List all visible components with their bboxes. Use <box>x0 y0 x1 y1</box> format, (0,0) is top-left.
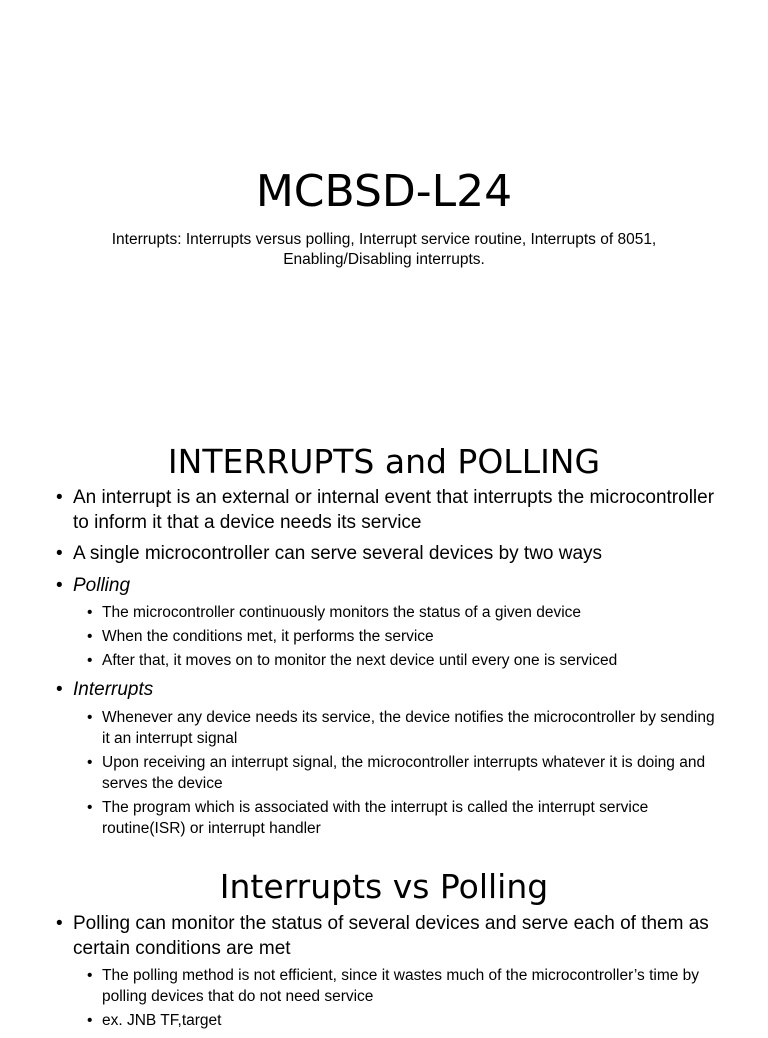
bullet-icon: • <box>87 652 93 669</box>
bullet-icon: • <box>56 913 63 934</box>
bullet-item-polling <box>56 574 716 672</box>
bullet-icon: • <box>56 487 63 508</box>
sub-bullet-item <box>73 650 716 671</box>
section-title-interrupts-polling: INTERRUPTS and POLLING <box>167 442 601 481</box>
bullet-item <box>56 912 716 1031</box>
sub-bullet-text: The microcontroller continuously monitors the status of a given device <box>102 604 582 621</box>
bullet-list-interrupts-polling <box>56 486 716 846</box>
bullet-item <box>56 486 716 535</box>
bullet-text: Polling <box>73 574 131 596</box>
sub-bullet-list <box>73 965 716 1031</box>
sub-bullet-text: The polling method is not efficient, since it wastes much of the microcontroller’s time by polling devices that do not need service <box>102 967 700 1005</box>
slide-subtitle: Interrupts: Interrupts versus polling, Interrupt service routine, Interrupts of 8051, Enabling/Disabling interrupts. <box>111 231 657 268</box>
bullet-item <box>56 542 716 567</box>
slide-title: MCBSD-L24 <box>255 166 513 217</box>
section-title-interrupts-vs-polling: Interrupts vs Polling <box>219 867 549 906</box>
sub-bullet-item <box>73 602 716 623</box>
sub-bullet-item <box>73 707 716 749</box>
bullet-icon: • <box>87 604 93 621</box>
bullet-icon: • <box>87 628 93 645</box>
bullet-text: An interrupt is an external or internal event that interrupts the microcontroller to inform it that a device needs its service <box>73 487 715 533</box>
bullet-icon: • <box>56 543 63 564</box>
bullet-text: Polling can monitor the status of several devices and serve each of them as certain conditions are met <box>73 913 709 959</box>
sub-bullet-text: The program which is associated with the interrupt is called the interrupt service routine(ISR) or interrupt handler <box>102 798 649 837</box>
sub-bullet-item <box>73 626 716 647</box>
sub-bullet-text: Whenever any device needs its service, the device notifies the microcontroller by sending it an interrupt signal <box>102 708 715 747</box>
title-slide <box>0 0 768 390</box>
sub-bullet-item <box>73 1010 716 1031</box>
bullet-icon: • <box>87 708 93 726</box>
bullet-text: A single microcontroller can serve several devices by two ways <box>73 543 603 564</box>
bullet-item-interrupts <box>56 678 716 839</box>
bullet-icon: • <box>56 679 63 700</box>
sub-bullet-item <box>73 965 716 1007</box>
sub-bullet-list <box>73 602 716 671</box>
sub-bullet-item <box>73 752 716 794</box>
bullet-text: Interrupts <box>73 679 154 700</box>
sub-bullet-list <box>73 707 716 839</box>
bullet-icon: • <box>87 753 93 771</box>
bullet-icon: • <box>56 574 63 596</box>
sub-bullet-item <box>73 797 716 839</box>
sub-bullet-text: ex. JNB TF,target <box>102 1012 222 1029</box>
sub-bullet-text: When the conditions met, it performs the service <box>102 628 434 645</box>
sub-bullet-text: After that, it moves on to monitor the next device until every one is serviced <box>102 652 618 669</box>
sub-bullet-text: Upon receiving an interrupt signal, the microcontroller interrupts whatever it is doing and serves the device <box>102 753 706 792</box>
bullet-icon: • <box>87 798 93 816</box>
bullet-icon: • <box>87 1012 93 1029</box>
bullet-icon: • <box>87 967 93 984</box>
bullet-list-interrupts-vs-polling <box>56 912 716 1038</box>
